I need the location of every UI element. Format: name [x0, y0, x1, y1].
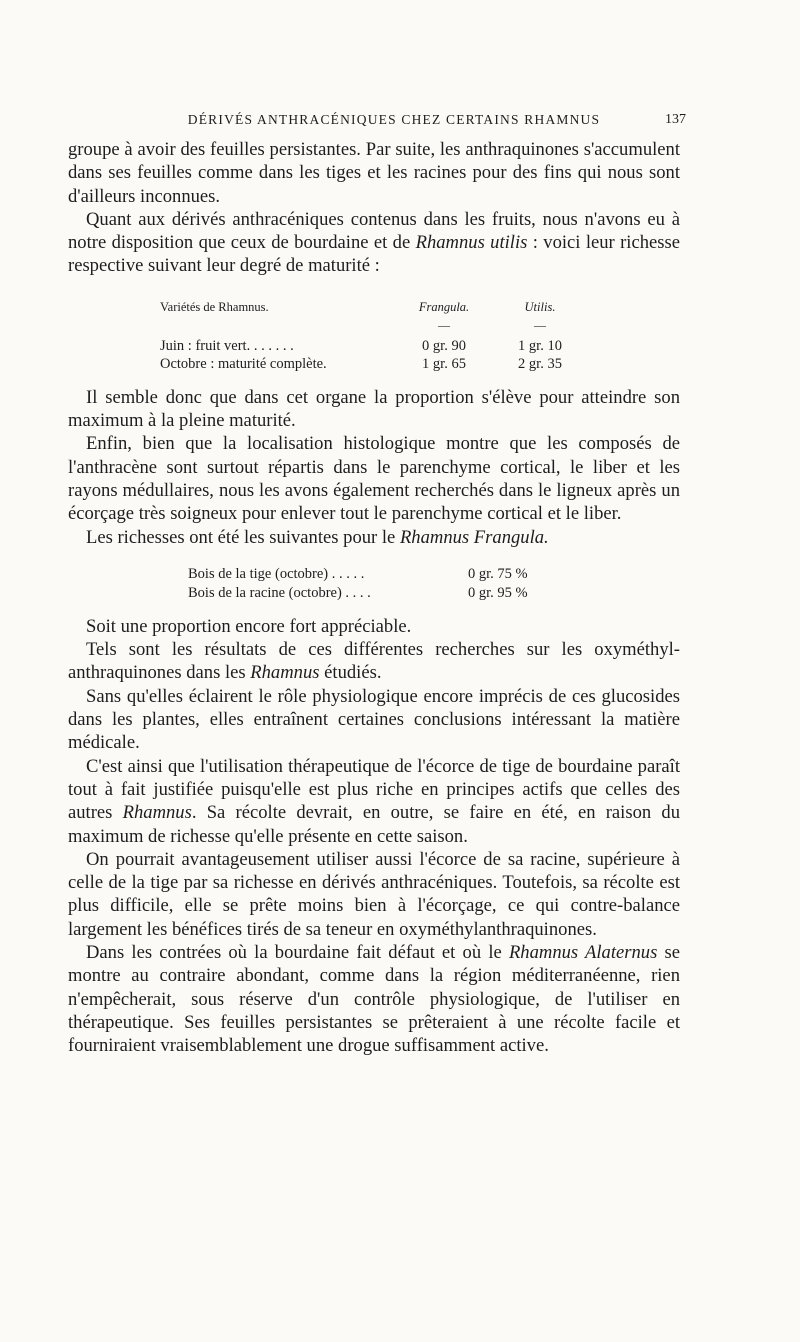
paragraph-9: C'est ainsi que l'utilisation thérapeutique de l'écorce de tige de bourdaine paraît tout à fait justifiée puisqu'elle est plus riche en principes actifs que celles des autres Rhamnus. Sa récolte devrait, en outre, se faire en été, en raison du maximum de richesse qu'elle présente en cette saison.: [68, 755, 680, 847]
paragraph-3: Il semble donc que dans cet organe la proportion s'élève pour atteindre son maximum à la pleine maturité.: [68, 386, 680, 432]
table-row: Bois de la racine (octobre) . . . . 0 gr. 95 %: [188, 584, 528, 601]
paragraph-7: Tels sont les résultats de ces différentes recherches sur les oxyméthyl-anthraquinones dans les Rhamnus étudiés.: [68, 639, 680, 684]
header-varieties: Variétés de Rhamnus.: [160, 299, 269, 314]
table-row: Juin : fruit vert. . . . . . . 0 gr. 90 1 gr. 10: [160, 337, 562, 354]
paragraph-4: Enfin, bien que la localisation histologique montre que les composés de l'anthracène sont surtout répartis dans le parenchyme cortical, le liber et les rayons médullaires, nous les avons également recherchés dans le ligneux après un écorçage très soigneux pour enlever tout le parenchyme cortical et le liber.: [68, 433, 680, 525]
running-head: [68, 112, 686, 138]
species-name: Rhamnus Alaternus: [508, 942, 658, 964]
running-head-title: DÉRIVÉS ANTHRACÉNIQUES CHEZ CERTAINS RHAMNUS: [187, 112, 601, 127]
species-name: Rhamnus: [122, 802, 192, 824]
species-name: Rhamnus Frangula.: [399, 526, 549, 548]
paragraph-11: Dans les contrées où la bourdaine fait défaut et où le Rhamnus Alaternus se montre au contraire abondant, comme dans la région méditerranéenne, rien n'empêcherait, sous réserve d'un contrôle physiologique, de l'utiliser en thérapeutique. Ses feuilles persistantes se prêteraient à une récolte facile et fourniraient vraisemblablement une drogue suffisamment active.: [68, 942, 680, 1057]
species-name: Rhamnus: [250, 662, 320, 684]
paragraph-10: On pourrait avantageusement utiliser aussi l'écorce de sa racine, supérieure à celle de la tige par sa richesse en dérivés anthracéniques. Toutefois, sa récolte est plus difficile, elle se prête moins bien à l'écorçage, ce qui contre-balance largement les bénéfices tirés de sa teneur en oxyméthylanthraquinones.: [68, 848, 680, 940]
paragraph-2: Quant aux dérivés anthracéniques contenus dans les fruits, nous n'avons eu à notre disposition que ceux de bourdaine et de Rhamnus utilis : voici leur richesse respective suivant leur degré de maturité :: [68, 208, 680, 277]
table-row: Bois de la tige (octobre) . . . . . 0 gr. 75 %: [188, 565, 528, 582]
header-frangula: Frangula.: [418, 299, 470, 314]
paragraph-1: groupe à avoir des feuilles persistantes. Par suite, les anthraquinones s'accumulent dans ses feuilles comme dans les tiges et les racines pour des fins qui nous sont d'ailleurs inconnues.: [68, 139, 680, 207]
paragraph-5: Les richesses ont été les suivantes pour le Rhamnus Frangula.: [86, 526, 549, 548]
header-rule: — —: [438, 318, 546, 333]
species-name: Rhamnus utilis: [415, 232, 528, 254]
header-utilis: Utilis.: [524, 299, 556, 314]
page: [68, 112, 686, 1058]
page-number: 137: [665, 112, 686, 127]
table-header: [160, 298, 680, 317]
fruit-richness-table: [160, 298, 680, 374]
wood-richness-table: [188, 565, 680, 603]
paragraph-8: Sans qu'elles éclairent le rôle physiologique encore imprécis de ces glucosides dans les plantes, elles entraînent certaines conclusions intéressant la matière médicale.: [68, 685, 680, 754]
paragraph-6: Soit une proportion encore fort appréciable.: [86, 615, 412, 637]
table-row: Octobre : maturité complète. 1 gr. 65 2 gr. 35: [160, 356, 562, 373]
